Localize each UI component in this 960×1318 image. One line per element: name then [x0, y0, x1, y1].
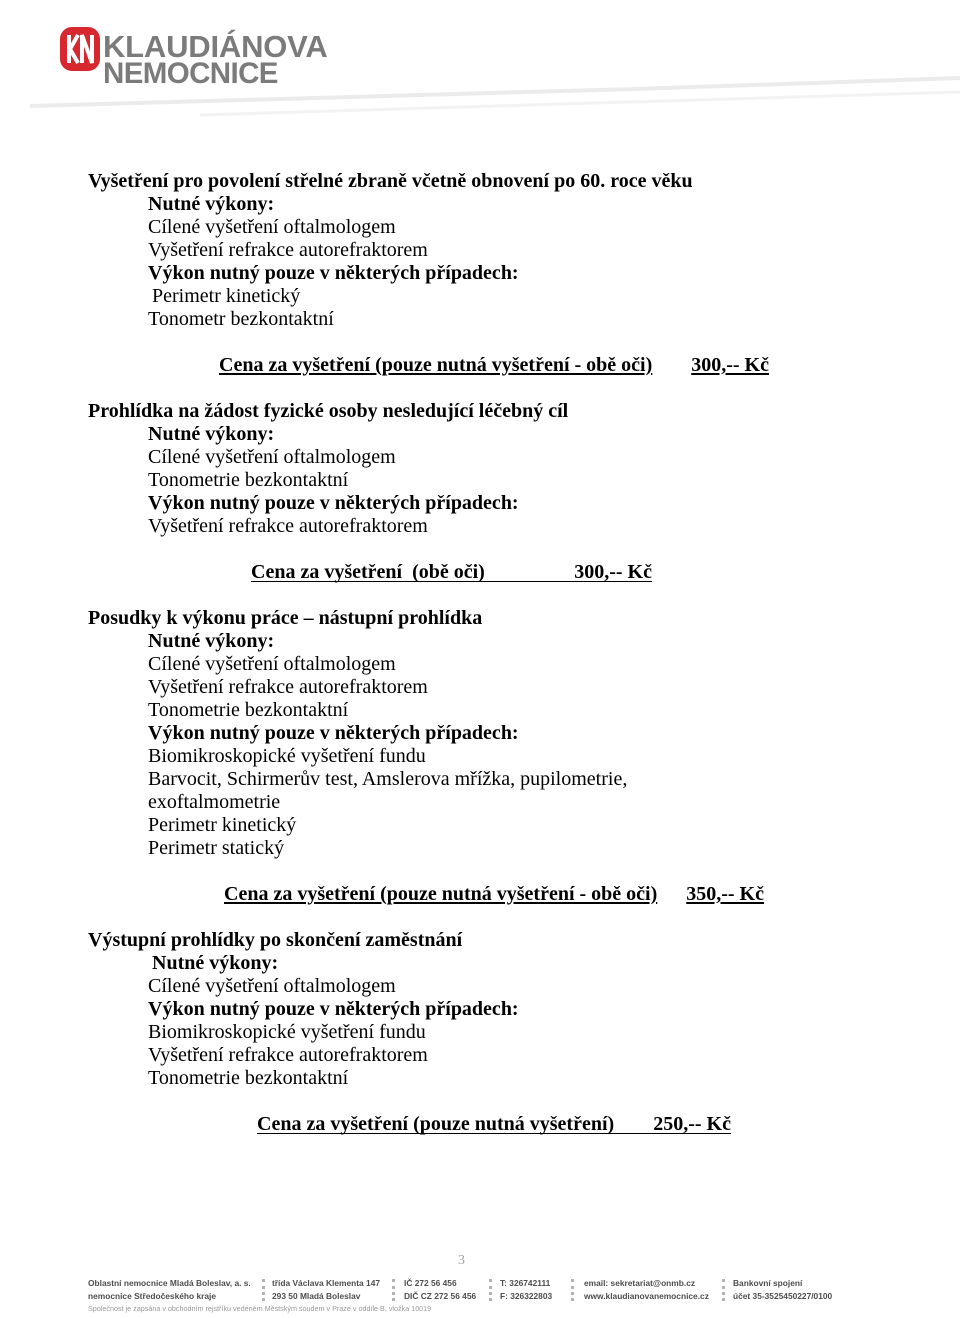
section-2-required-item: Tonometrie bezkontaktní	[148, 469, 349, 491]
section-3-price-line	[0, 883, 960, 906]
section-4-optional-item: Biomikroskopické vyšetření fundu	[148, 1021, 426, 1043]
section-1-optional-heading: Výkon nutný pouze v některých případech:	[148, 262, 519, 284]
footer-dic: DIČ CZ 272 56 456	[404, 1291, 477, 1301]
footer-fax: F: 326322803	[500, 1291, 553, 1301]
footer-address	[272, 1277, 380, 1303]
footer-separator	[722, 1279, 725, 1301]
hospital-logo-mark	[59, 26, 101, 72]
footer-telephone: T: 326742111	[500, 1278, 551, 1288]
footer-city: 293 50 Mladá Boleslav	[272, 1291, 361, 1301]
section-4-optional-heading: Výkon nutný pouze v některých případech:	[148, 998, 519, 1020]
section-3-price-amount: 350,-- Kč	[686, 883, 764, 905]
section-3-required-heading: Nutné výkony:	[148, 630, 275, 652]
footer-web	[584, 1277, 709, 1303]
section-2-required-item: Cílené vyšetření oftalmologem	[148, 446, 396, 468]
section-3-title: Posudky k výkonu práce – nástupní prohlídka	[88, 607, 483, 629]
section-3-price-row	[224, 883, 764, 906]
section-3-optional-item: Perimetr kinetický	[148, 814, 297, 836]
section-2-title: Prohlídka na žádost fyzické osoby nesledující léčebný cíl	[88, 400, 569, 422]
section-4-required-heading: Nutné výkony:	[152, 952, 279, 974]
section-2-price-amount: 300,-- Kč	[574, 561, 652, 583]
section-4-optional-item: Vyšetření refrakce autorefraktorem	[148, 1044, 428, 1066]
section-2-required-heading: Nutné výkony:	[148, 423, 275, 445]
footer-ids	[404, 1277, 476, 1303]
section-4-price-row	[257, 1113, 731, 1136]
section-3-required-item: Vyšetření refrakce autorefraktorem	[148, 676, 428, 698]
footer-bank	[733, 1277, 832, 1303]
page-header	[0, 0, 960, 130]
footer-registry-note: Společnost je zapsána v obchodním rejstříku vedeném Městským soudem v Praze v oddíle B, vložka 10019	[88, 1304, 432, 1313]
section-3-required-item: Cílené vyšetření oftalmologem	[148, 653, 396, 675]
section-1-title: Vyšetření pro povolení střelné zbraně včetně obnovení po 60. roce věku	[88, 170, 693, 192]
section-3-optional-item: exoftalmometrie	[148, 791, 281, 813]
section-2-optional-item: Vyšetření refrakce autorefraktorem	[148, 515, 428, 537]
logo-name-line-1: KLAUDIÁNOVA	[103, 29, 328, 64]
footer-separator	[571, 1279, 574, 1301]
section-1-optional-item: Perimetr kinetický	[152, 285, 301, 307]
section-4-price-label: Cena za vyšetření (pouze nutná vyšetření)	[257, 1113, 615, 1135]
section-3-optional-item: Barvocit, Schirmerův test, Amslerova mřížka, pupilometrie,	[148, 768, 628, 790]
section-1-required-heading: Nutné výkony:	[148, 193, 275, 215]
section-4-required-item: Cílené vyšetření oftalmologem	[148, 975, 396, 997]
section-2-price-line	[0, 561, 960, 584]
section-1-required-item: Cílené vyšetření oftalmologem	[148, 216, 396, 238]
section-4-optional-item: Tonometrie bezkontaktní	[148, 1067, 349, 1089]
section-4-price-amount: 250,-- Kč	[653, 1113, 731, 1135]
section-3-optional-heading: Výkon nutný pouze v některých případech:	[148, 722, 519, 744]
section-3-optional-item: Biomikroskopické vyšetření fundu	[148, 745, 426, 767]
footer-bank-account: účet 35-3525450227/0100	[733, 1291, 833, 1301]
footer-separator	[262, 1279, 265, 1301]
footer-separator	[489, 1279, 492, 1301]
footer	[0, 1277, 960, 1315]
section-2-price-label: Cena za vyšetření (obě oči)	[251, 561, 485, 583]
section-1-price-label: Cena za vyšetření (pouze nutná vyšetření - obě oči)	[219, 354, 653, 376]
section-1-price-amount: 300,-- Kč	[691, 354, 769, 376]
footer-company-name: Oblastní nemocnice Mladá Boleslav, a. s.	[88, 1278, 251, 1288]
logo-name-line-2: NEMOCNICE	[103, 57, 278, 90]
section-3-price-label: Cena za vyšetření (pouze nutná vyšetření - obě oči)	[224, 883, 658, 905]
footer-separator	[392, 1279, 395, 1301]
section-4-price-line	[0, 1113, 960, 1136]
section-4-title: Výstupní prohlídky po skončení zaměstnání	[88, 929, 463, 951]
footer-phones	[500, 1277, 552, 1303]
section-2-optional-heading: Výkon nutný pouze v některých případech:	[148, 492, 519, 514]
footer-company	[88, 1277, 251, 1303]
section-3-optional-item: Perimetr statický	[148, 837, 285, 859]
section-1-required-item: Vyšetření refrakce autorefraktorem	[148, 239, 428, 261]
footer-bank-heading: Bankovní spojení	[733, 1278, 803, 1288]
section-2-price-row	[251, 561, 652, 584]
footer-email: email: sekretariat@onmb.cz	[584, 1278, 696, 1288]
footer-website: www.klaudianovanemocnice.cz	[584, 1291, 709, 1301]
price-list	[0, 170, 960, 1136]
section-1-optional-item: Tonometr bezkontaktní	[148, 308, 334, 330]
section-1-price-row	[219, 354, 769, 377]
footer-ico: IČ 272 56 456	[404, 1278, 457, 1288]
section-3-required-item: Tonometrie bezkontaktní	[148, 699, 349, 721]
section-1-price-line	[0, 354, 960, 377]
footer-company-subtitle: nemocnice Středočeského kraje	[88, 1291, 217, 1301]
page-number: 3	[458, 1253, 465, 1268]
footer-street: třída Václava Klementa 147	[272, 1278, 381, 1288]
